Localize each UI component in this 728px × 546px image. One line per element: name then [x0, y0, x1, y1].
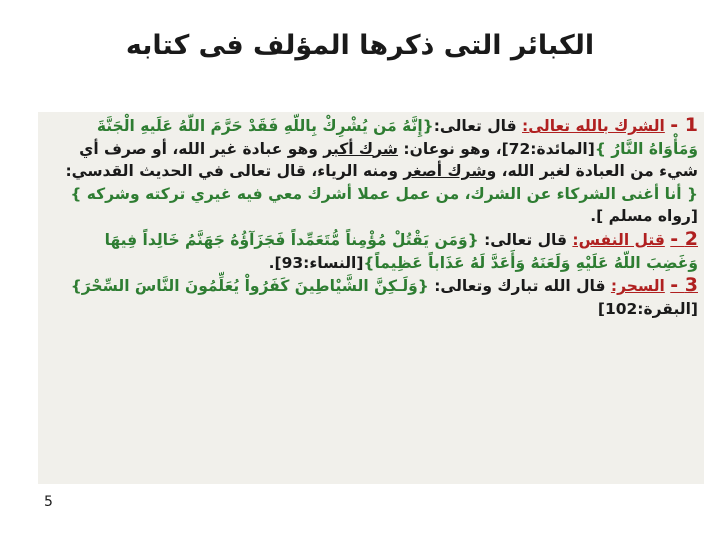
shirk-ref: [المائدة:72]، وهو نوعان:	[398, 139, 595, 158]
item-sihr	[50, 274, 698, 320]
shirk-major: شرك أكبر	[323, 139, 399, 158]
hadith-qudsi: { أنا أغنى الشركاء عن الشرك، من عمل عملا أشرك معي فيه غيري تركته وشركه }	[70, 184, 698, 203]
sihr-heading: السحر:	[610, 277, 665, 296]
item-shirk	[50, 114, 698, 228]
qatl-intro: قال تعالى:	[478, 230, 573, 249]
shirk-minor: شرك أصغر	[403, 162, 487, 181]
slide-title: الكبائر التى ذكرها المؤلف فى كتابه	[125, 30, 595, 61]
qatl-verse: {وَمَن يَقْتُلْ مُؤْمِناً مُّتَعَمِّداً فَجَزَآؤُهُ جَهَنَّمُ خَالِداً فِيهَا وَغَضِبَ اللّهُ عَلَيْهِ وَلَعَنَهُ وَأَعَدَّ لَهُ عَذَاباً عَظِيماً}	[104, 230, 698, 272]
item-number: 1 -	[670, 114, 698, 136]
hadith-ref: [رواه مسلم ].	[590, 207, 698, 226]
sihr-verse: {وَلَـكِنَّ الشَّيْاطِينَ كَفَرُواْ يُعَلِّمُونَ النَّاسَ السِّحْرَ}	[70, 277, 429, 296]
qatl-heading: قتل النفس:	[572, 230, 665, 249]
shirk-intro: قال تعالى:	[433, 117, 523, 135]
content-body	[50, 114, 698, 320]
shirk-minor-def: ومنه الرياء، قال تعالى في الحديث القدسي:	[65, 162, 404, 181]
page-number: 5	[44, 494, 53, 510]
shirk-verse: {إِنَّهُ مَن يُشْرِكْ بِاللّهِ فَقَدْ حَرَّمَ اللّهُ عَلَيهِ الْجَنَّةَ وَمَأْوَاهُ النَّارُ }	[96, 117, 698, 158]
sihr-ref: [البقرة:102]	[597, 299, 698, 318]
item-qatl	[50, 228, 698, 274]
shirk-major-def: وهو عبادة غير الله، أو صرف أي شيء من العبادة لغير الله، و	[79, 139, 698, 181]
item-number: 3 -	[670, 274, 698, 297]
qatl-ref: [النساء:93].	[268, 253, 364, 272]
shirk-heading: الشرك بالله تعالى:	[522, 117, 665, 135]
item-number: 2 -	[670, 227, 698, 250]
sihr-intro: قال الله تبارك وتعالى:	[428, 277, 611, 296]
